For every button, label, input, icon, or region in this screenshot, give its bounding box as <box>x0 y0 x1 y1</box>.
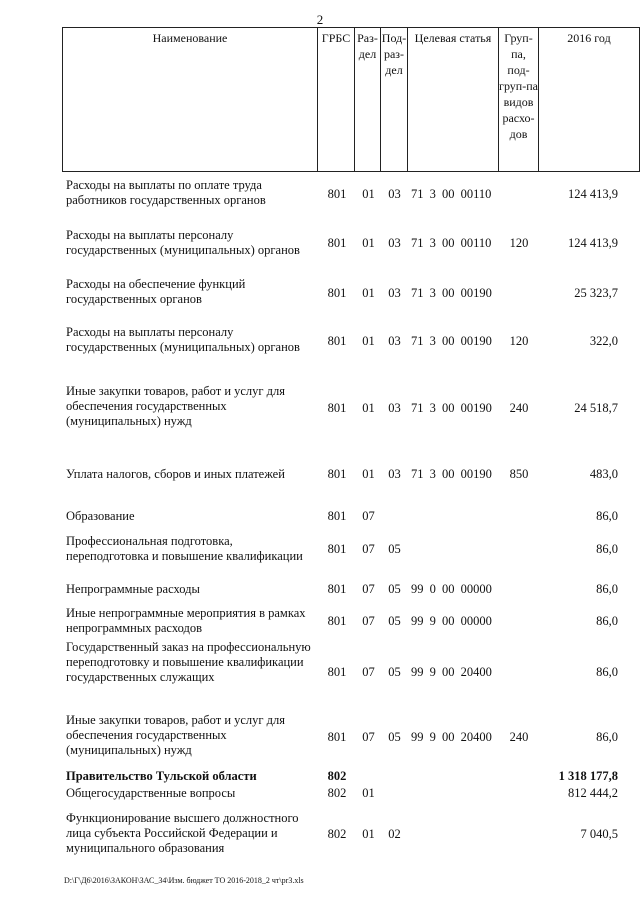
row-razdel: 01 <box>362 236 375 250</box>
row-amount: 124 413,9 <box>568 236 618 250</box>
row-razdel: 01 <box>362 334 375 348</box>
row-tsel: 99 0 00 00000 <box>411 582 492 596</box>
row-name: Образование <box>66 509 135 523</box>
row-amount: 124 413,9 <box>568 187 618 201</box>
row-grbs: 801 <box>327 401 347 415</box>
row-name: Расходы на выплаты персоналу государственных (муниципальных) органов <box>66 228 300 257</box>
row-tsel: 71 3 00 00190 <box>411 286 492 300</box>
row-razdel: 07 <box>362 582 375 596</box>
row-grbs: 801 <box>327 236 347 250</box>
row-amount: 483,0 <box>589 467 618 481</box>
row-tsel: 71 3 00 00190 <box>411 401 492 415</box>
row-podrazdel: 05 <box>388 582 401 596</box>
row-grbs: 802 <box>327 786 347 800</box>
row-razdel: 07 <box>362 730 375 744</box>
row-tsel: 99 9 00 20400 <box>411 665 492 679</box>
row-podrazdel: 03 <box>388 236 401 250</box>
row-name: Уплата налогов, сборов и иных платежей <box>66 467 285 481</box>
row-tsel: 71 3 00 00190 <box>411 467 492 481</box>
row-amount: 1 318 177,8 <box>558 769 618 783</box>
row-amount: 86,0 <box>596 614 618 628</box>
row-name: Непрограммные расходы <box>66 582 200 596</box>
row-amount: 86,0 <box>596 582 618 596</box>
row-podrazdel: 05 <box>388 665 401 679</box>
row-name: Расходы на выплаты персоналу государственных (муниципальных) органов <box>66 325 300 354</box>
header-podrazdel: Под-раз-дел <box>381 28 408 171</box>
footer-file-path: D:\Г\Д6\2016\ЗАКОН\ЗАС_34\Изм. бюджет ТО 2016-2018_2 чт\pr3.xls <box>64 876 304 885</box>
row-name: Правительство Тульской области <box>66 769 257 783</box>
row-razdel: 07 <box>362 665 375 679</box>
row-podrazdel: 03 <box>388 187 401 201</box>
row-amount: 86,0 <box>596 665 618 679</box>
row-podrazdel: 02 <box>388 827 401 841</box>
row-amount: 86,0 <box>596 542 618 556</box>
row-razdel: 07 <box>362 614 375 628</box>
row-name: Расходы на выплаты по оплате труда работников государственных органов <box>66 178 266 207</box>
row-vid: 120 <box>509 334 529 348</box>
row-name: Иные непрограммные мероприятия в рамках непрограммных расходов <box>66 606 306 635</box>
row-razdel: 01 <box>362 467 375 481</box>
header-year: 2016 год <box>567 31 611 45</box>
row-vid: 240 <box>509 401 529 415</box>
row-grbs: 801 <box>327 582 347 596</box>
row-podrazdel: 05 <box>388 730 401 744</box>
row-razdel: 01 <box>362 286 375 300</box>
row-grbs: 801 <box>327 614 347 628</box>
row-name: Профессиональная подготовка, переподготовка и повышение квалификации <box>66 534 303 563</box>
row-razdel: 07 <box>362 509 375 523</box>
row-grbs: 801 <box>327 467 347 481</box>
row-amount: 86,0 <box>596 509 618 523</box>
row-name: Иные закупки товаров, работ и услуг для обеспечения государственных (муниципальных) нужд <box>66 384 286 428</box>
row-name: Общегосударственные вопросы <box>66 786 236 800</box>
row-tsel: 99 9 00 20400 <box>411 730 492 744</box>
row-name: Расходы на обеспечение функций государственных органов <box>66 277 246 306</box>
row-tsel: 99 9 00 00000 <box>411 614 492 628</box>
row-razdel: 01 <box>362 401 375 415</box>
row-podrazdel: 03 <box>388 286 401 300</box>
row-razdel: 01 <box>362 187 375 201</box>
row-grbs: 801 <box>327 334 347 348</box>
row-podrazdel: 03 <box>388 401 401 415</box>
row-amount: 86,0 <box>596 730 618 744</box>
row-vid: 240 <box>509 730 529 744</box>
row-razdel: 01 <box>362 786 375 800</box>
row-vid: 850 <box>509 467 529 481</box>
row-podrazdel: 05 <box>388 614 401 628</box>
header-vid: Груп-па, под-груп-па видов расхо-дов <box>499 28 539 171</box>
page-number: 2 <box>316 12 324 27</box>
header-tsel: Целевая статья <box>408 28 499 171</box>
row-amount: 812 444,2 <box>568 786 618 800</box>
header-razdel: Раз-дел <box>355 28 381 171</box>
row-amount: 322,0 <box>589 334 618 348</box>
row-grbs: 801 <box>327 286 347 300</box>
header-grbs: ГРБС <box>318 28 355 171</box>
row-razdel: 01 <box>362 827 375 841</box>
row-tsel: 71 3 00 00110 <box>411 187 492 201</box>
row-tsel: 71 3 00 00190 <box>411 334 492 348</box>
header-name: Наименование <box>63 28 318 171</box>
row-grbs: 802 <box>327 769 347 783</box>
row-podrazdel: 03 <box>388 467 401 481</box>
row-grbs: 801 <box>327 187 347 201</box>
row-podrazdel: 05 <box>388 542 401 556</box>
row-vid: 120 <box>509 236 529 250</box>
row-razdel: 07 <box>362 542 375 556</box>
row-podrazdel: 03 <box>388 334 401 348</box>
row-grbs: 801 <box>327 542 347 556</box>
row-name: Иные закупки товаров, работ и услуг для обеспечения государственных (муниципальных) нужд <box>66 713 286 757</box>
table-header <box>62 27 640 172</box>
row-grbs: 801 <box>327 509 347 523</box>
row-amount: 25 323,7 <box>574 286 618 300</box>
row-name: Функционирование высшего должностного лица субъекта Российской Федерации и муниципального образования <box>66 811 299 855</box>
row-grbs: 801 <box>327 730 347 744</box>
row-grbs: 801 <box>327 665 347 679</box>
row-grbs: 802 <box>327 827 347 841</box>
row-name: Государственный заказ на профессиональную переподготовку и повышение квалификации государственных служащих <box>66 640 311 684</box>
row-tsel: 71 3 00 00110 <box>411 236 492 250</box>
row-amount: 24 518,7 <box>574 401 618 415</box>
row-amount: 7 040,5 <box>580 827 618 841</box>
